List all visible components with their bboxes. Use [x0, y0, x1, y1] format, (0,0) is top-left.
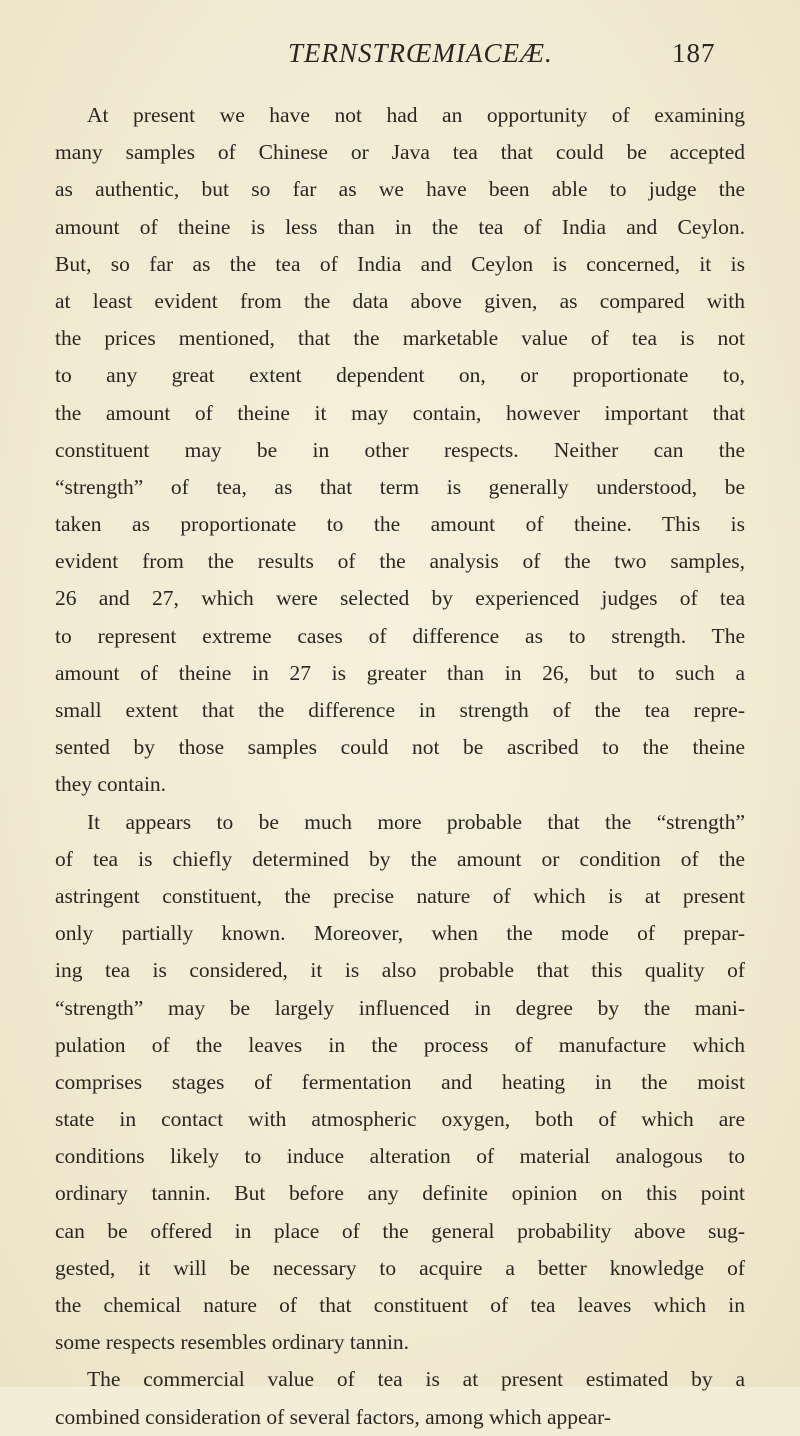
text-line: the prices mentioned, that the marketable value of tea is not [55, 326, 745, 351]
text-line: The commercial value of tea is at present estimated by a [87, 1367, 745, 1392]
text-line: only partially known. Moreover, when the mode of prepar- [55, 921, 745, 946]
text-line: the amount of theine it may contain, however important that [55, 400, 745, 425]
body-text [55, 97, 745, 1436]
page-number: 187 [672, 38, 716, 68]
text-line: It appears to be much more probable that the “strength” [87, 809, 745, 834]
text-line: the chemical nature of that constituent of tea leaves which in [55, 1293, 745, 1317]
text-line: pulation of the leaves in the process of manufacture which [55, 1032, 745, 1057]
text-line: evident from the results of the analysis of the two samples, [55, 549, 745, 574]
page-header [0, 38, 800, 78]
text-line: 26 and 27, which were selected by experienced judges of tea [55, 586, 745, 611]
text-line: they contain. [55, 772, 167, 797]
text-line: At present we have not had an opportunity of examining [87, 103, 745, 127]
text-line: gested, it will be necessary to acquire a better knowledge of [55, 1255, 745, 1280]
text-line: state in contact with atmospheric oxygen, both of which are [55, 1107, 745, 1132]
text-line: amount of theine in 27 is greater than in 26, but to such a [55, 660, 745, 685]
text-line: conditions likely to induce alteration of material analogous to [55, 1144, 745, 1169]
paragraph [55, 804, 745, 1362]
text-line: constituent may be in other respects. Neither can the [55, 437, 745, 462]
text-line: comprises stages of fermentation and heating in the moist [55, 1069, 745, 1094]
text-line: small extent that the difference in strength of the tea repre- [55, 698, 745, 722]
text-line: ing tea is considered, it is also probable that this quality of [55, 958, 745, 983]
text-line: taken as proportionate to the amount of theine. This is [55, 512, 745, 537]
text-line: many samples of Chinese or Java tea that could be accepted [55, 140, 745, 165]
text-line: “strength” of tea, as that term is generally understood, be [55, 474, 745, 499]
text-line: to represent extreme cases of difference as to strength. The [55, 623, 745, 648]
text-line: ordinary tannin. But before any definite opinion on this point [55, 1181, 745, 1206]
text-line: “strength” may be largely influenced in degree by the mani- [55, 995, 745, 1020]
text-line: sented by those samples could not be ascribed to the theine [55, 735, 745, 760]
running-title: TERNSTRŒMIACEÆ. [288, 38, 553, 68]
text-line: combined consideration of several factors, among which appear- [55, 1404, 611, 1429]
text-line: But, so far as the tea of India and Ceylon is concerned, it is [55, 251, 745, 276]
text-line: some respects resembles ordinary tannin. [55, 1330, 410, 1355]
text-line: to any great extent dependent on, or proportionate to, [55, 363, 745, 388]
paragraph [55, 1361, 745, 1435]
text-line: at least evident from the data above given, as compared with [55, 288, 745, 313]
text-line: as authentic, but so far as we have been able to judge the [55, 177, 745, 202]
text-line: can be offered in place of the general probability above sug- [55, 1218, 745, 1243]
text-line: astringent constituent, the precise nature of which is at present [55, 883, 745, 908]
text-line: amount of theine is less than in the tea of India and Ceylon. [55, 214, 745, 239]
text-line: of tea is chiefly determined by the amount or condition of the [55, 846, 745, 871]
paragraph [55, 97, 745, 804]
